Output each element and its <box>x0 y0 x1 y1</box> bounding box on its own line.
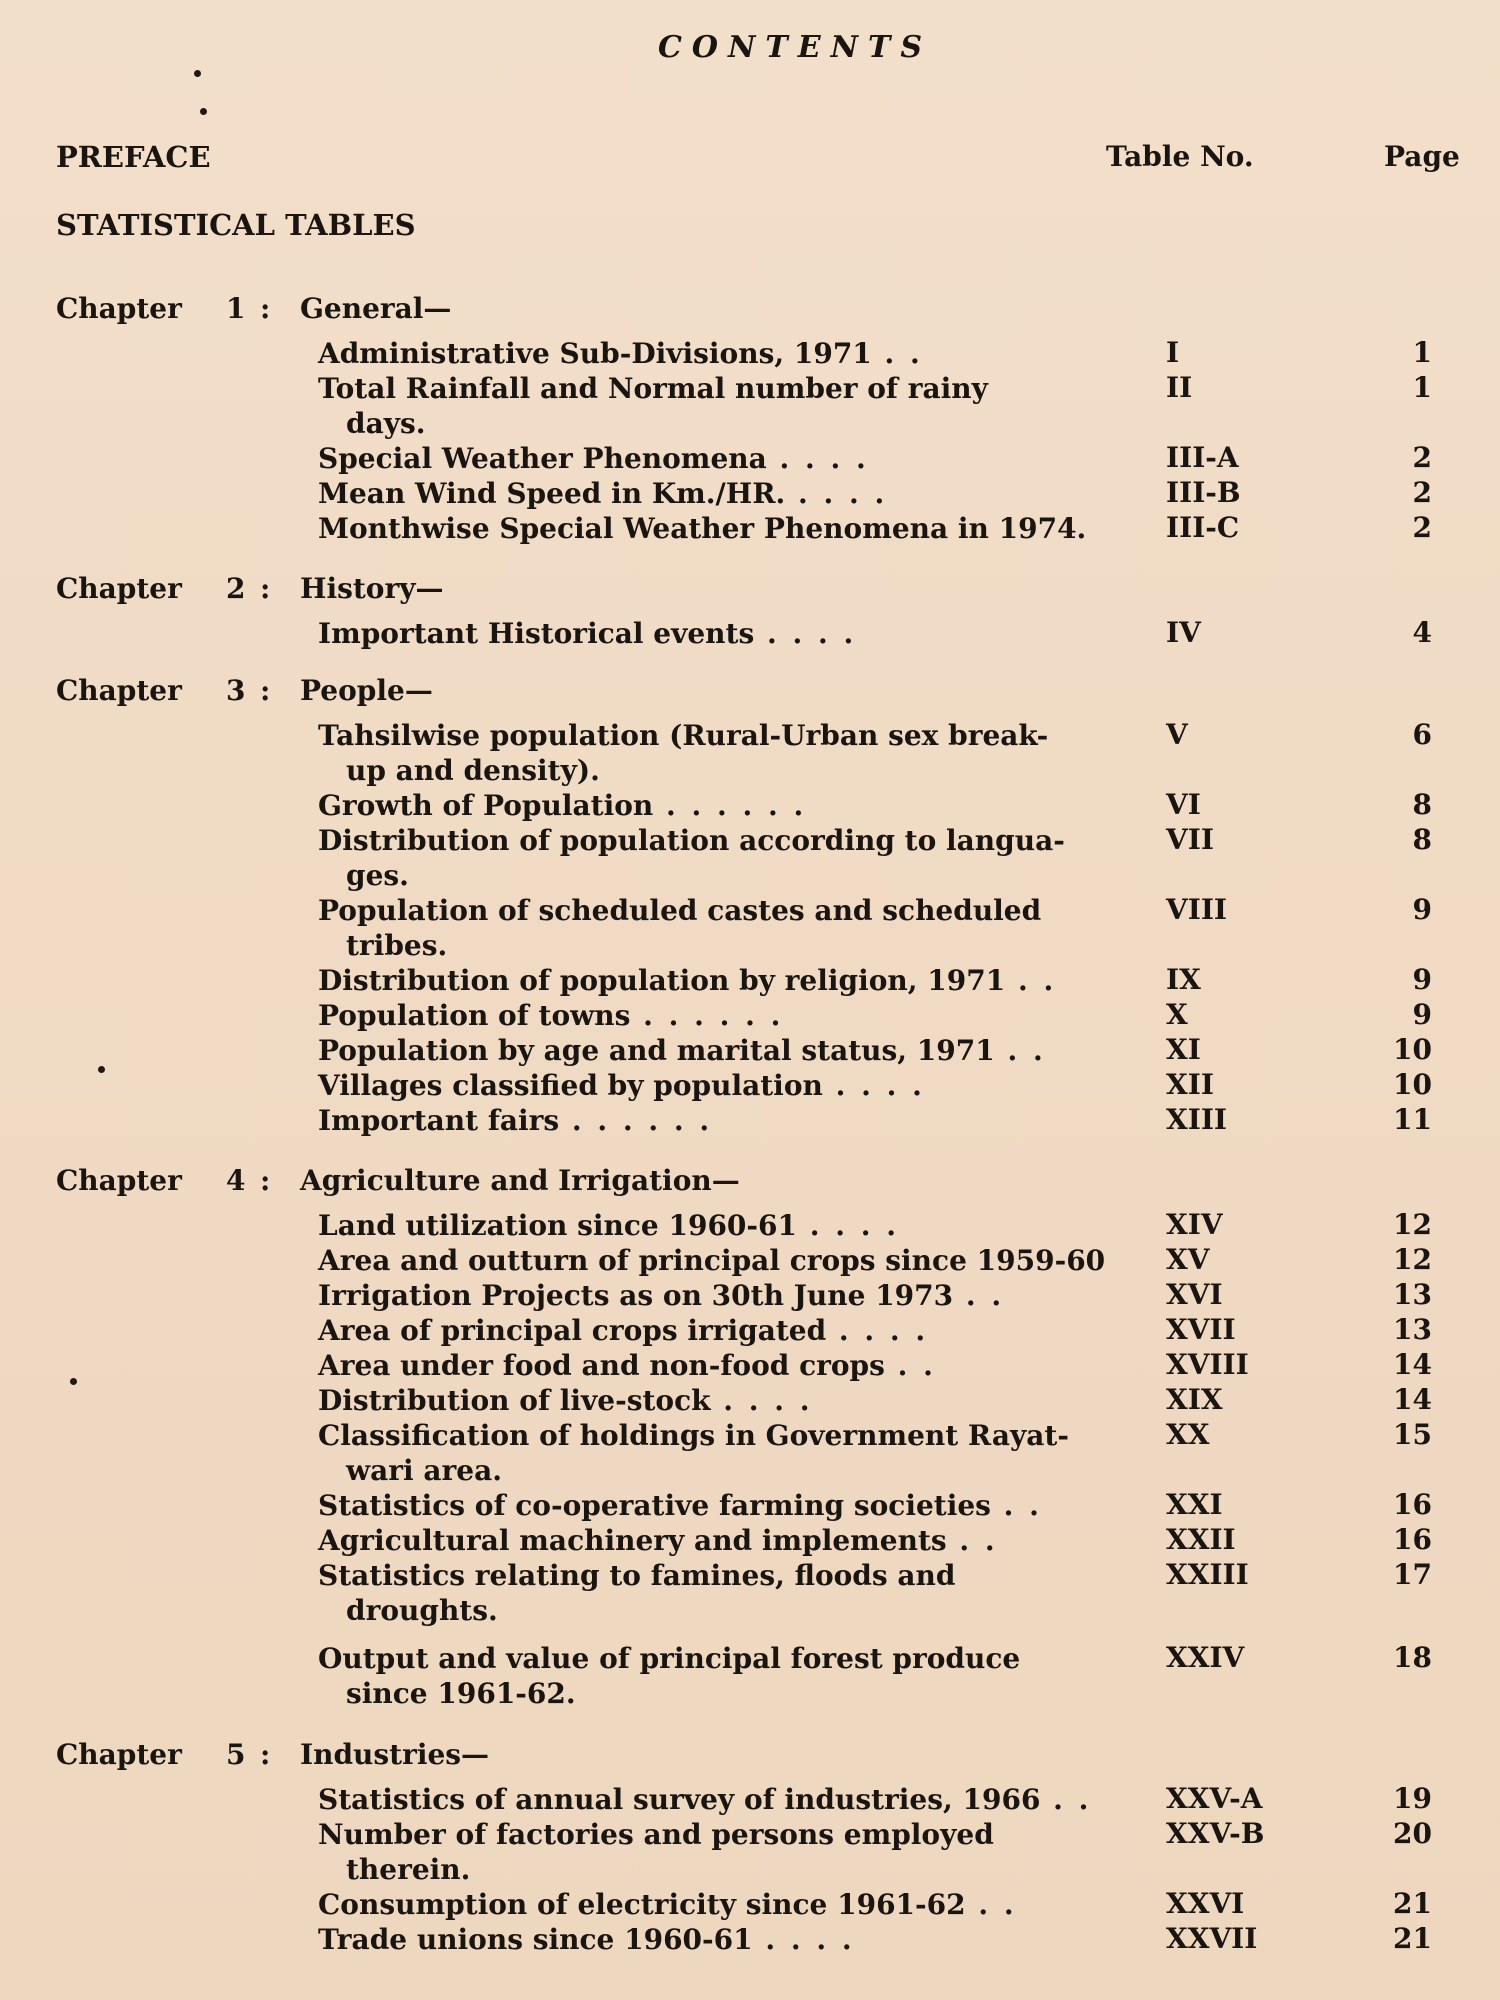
chapter-colon: : <box>260 572 271 605</box>
chapter-label: Chapter <box>56 1738 182 1771</box>
entry-page-number: 12 <box>1393 1208 1432 1241</box>
chapter-number: 5 <box>226 1738 246 1771</box>
entry-page-number: 9 <box>1412 893 1432 926</box>
entry-title: Statistics of co-operative farming societies . . <box>318 1489 1042 1522</box>
entry-page-number: 13 <box>1393 1278 1432 1311</box>
entry-page-number: 21 <box>1393 1922 1432 1955</box>
entry-title: Population by age and marital status, 1971 . . <box>318 1034 1046 1067</box>
entry-page-number: 8 <box>1412 788 1432 821</box>
entry-title: Important Historical events . . . . <box>318 617 857 650</box>
entry-table-number: I <box>1166 336 1180 369</box>
chapter-label: Chapter <box>56 572 182 605</box>
chapter-label: Chapter <box>56 1164 182 1197</box>
entry-table-number: XIII <box>1166 1103 1228 1136</box>
entry-page-number: 13 <box>1393 1313 1432 1346</box>
chapter-label: Chapter <box>56 674 182 707</box>
entry-table-number: X <box>1166 998 1188 1031</box>
ink-speck <box>194 70 201 77</box>
entry-title: Distribution of population by religion, 1971 . . <box>318 964 1057 997</box>
chapter-heading <box>56 674 433 707</box>
entry-title: Important fairs . . . . . . <box>318 1104 713 1137</box>
entry-table-number: XVI <box>1166 1278 1223 1311</box>
chapter-name: General— <box>300 292 452 325</box>
entry-table-number: III-C <box>1166 511 1240 544</box>
entry-table-number: II <box>1166 371 1193 404</box>
chapter-heading <box>56 292 452 325</box>
entry-page-number: 14 <box>1393 1383 1432 1416</box>
entry-title: Consumption of electricity since 1961-62 . . <box>318 1888 1017 1921</box>
entry-table-number: XV <box>1166 1243 1210 1276</box>
entry-title: Area and outturn of principal crops since 1959-60 <box>318 1244 1106 1277</box>
chapter-colon: : <box>260 1164 271 1197</box>
entry-page-number: 15 <box>1393 1418 1432 1451</box>
entry-page-number: 1 <box>1412 336 1432 369</box>
entry-table-number: XX <box>1166 1418 1210 1451</box>
entry-page-number: 21 <box>1393 1887 1432 1920</box>
entry-page-number: 2 <box>1412 511 1432 544</box>
chapter-heading <box>56 572 444 605</box>
entry-page-number: 8 <box>1412 823 1432 856</box>
entry-title: Statistics of annual survey of industries, 1966 . . <box>318 1783 1092 1816</box>
entry-table-number: VII <box>1166 823 1214 856</box>
chapter-colon: : <box>260 292 271 325</box>
entry-page-number: 19 <box>1393 1782 1432 1815</box>
entry-title: Monthwise Special Weather Phenomena in 1974. <box>318 512 1087 545</box>
entry-table-number: XVII <box>1166 1313 1236 1346</box>
entry-title: Mean Wind Speed in Km./HR. . . . . <box>318 477 888 510</box>
chapter-heading <box>56 1738 490 1771</box>
entry-title: Population of scheduled castes and scheduled tribes. <box>318 894 1042 962</box>
entry-title: Distribution of population according to langua- ges. <box>318 824 1065 892</box>
chapter-name: Agriculture and Irrigation— <box>300 1164 740 1197</box>
table-no-column-header: Table No. <box>1106 140 1254 173</box>
entry-page-number: 2 <box>1412 441 1432 474</box>
preface-heading[interactable]: PREFACE <box>56 140 211 174</box>
entry-page-number: 11 <box>1393 1103 1432 1136</box>
chapter-name: People— <box>300 674 433 707</box>
entry-page-number: 14 <box>1393 1348 1432 1381</box>
entry-table-number: XXV-A <box>1166 1782 1263 1815</box>
ink-speck <box>200 108 207 115</box>
chapter-number: 3 <box>226 674 246 707</box>
statistical-tables-heading: STATISTICAL TABLES <box>56 208 416 242</box>
entry-page-number: 6 <box>1412 718 1432 751</box>
entry-title: Statistics relating to famines, floods and droughts. <box>318 1559 956 1627</box>
ink-speck <box>70 1378 77 1385</box>
entry-page-number: 16 <box>1393 1488 1432 1521</box>
entry-table-number: XXII <box>1166 1523 1236 1556</box>
chapter-name: Industries— <box>300 1738 490 1771</box>
entry-table-number: XI <box>1166 1033 1201 1066</box>
entry-page-number: 18 <box>1393 1641 1432 1674</box>
entry-page-number: 10 <box>1393 1033 1432 1066</box>
entry-table-number: XIV <box>1166 1208 1223 1241</box>
entry-title: Number of factories and persons employed therein. <box>318 1818 994 1886</box>
chapter-name: History— <box>300 572 444 605</box>
chapter-number: 4 <box>226 1164 246 1197</box>
entry-title: Area under food and non-food crops . . <box>318 1349 936 1382</box>
entry-title: Growth of Population . . . . . . <box>318 789 807 822</box>
chapter-label: Chapter <box>56 292 182 325</box>
entry-table-number: XXVII <box>1166 1922 1258 1955</box>
entry-table-number: XII <box>1166 1068 1214 1101</box>
entry-title: Agricultural machinery and implements . . <box>318 1524 998 1557</box>
entry-page-number: 9 <box>1412 998 1432 1031</box>
entry-page-number: 17 <box>1393 1558 1432 1591</box>
entry-title: Special Weather Phenomena . . . . <box>318 442 869 475</box>
entry-table-number: XVIII <box>1166 1348 1249 1381</box>
entry-table-number: XXIV <box>1166 1641 1245 1674</box>
entry-title: Area of principal crops irrigated . . . . <box>318 1314 929 1347</box>
entry-table-number: V <box>1166 718 1188 751</box>
entry-table-number: XIX <box>1166 1383 1223 1416</box>
entry-page-number: 12 <box>1393 1243 1432 1276</box>
entry-title: Output and value of principal forest produce since 1961-62. <box>318 1642 1021 1710</box>
entry-title: Administrative Sub-Divisions, 1971 . . <box>318 337 923 370</box>
entry-title: Population of towns . . . . . . <box>318 999 784 1032</box>
chapter-number: 1 <box>226 292 246 325</box>
entry-page-number: 20 <box>1393 1817 1432 1850</box>
page-title: CONTENTS <box>657 30 933 65</box>
page-column-header: Page <box>1384 140 1460 173</box>
entry-table-number: IX <box>1166 963 1201 996</box>
entry-table-number: III-B <box>1166 476 1241 509</box>
entry-title: Classification of holdings in Government Rayat- wari area. <box>318 1419 1069 1487</box>
entry-table-number: III-A <box>1166 441 1239 474</box>
entry-page-number: 10 <box>1393 1068 1432 1101</box>
chapter-number: 2 <box>226 572 246 605</box>
entry-page-number: 2 <box>1412 476 1432 509</box>
entry-page-number: 1 <box>1412 371 1432 404</box>
entry-page-number: 9 <box>1412 963 1432 996</box>
entry-title: Land utilization since 1960-61 . . . . <box>318 1209 899 1242</box>
chapter-colon: : <box>260 1738 271 1771</box>
entry-table-number: IV <box>1166 616 1201 649</box>
entry-title: Total Rainfall and Normal number of rainy days. <box>318 372 988 440</box>
entry-table-number: VI <box>1166 788 1201 821</box>
entry-table-number: XXVI <box>1166 1887 1245 1920</box>
entry-title: Villages classified by population . . . . <box>318 1069 925 1102</box>
entry-table-number: XXIII <box>1166 1558 1249 1591</box>
entry-title: Irrigation Projects as on 30th June 1973 . . <box>318 1279 1005 1312</box>
entry-table-number: VIII <box>1166 893 1228 926</box>
entry-table-number: XXI <box>1166 1488 1223 1521</box>
entry-table-number: XXV-B <box>1166 1817 1265 1850</box>
entry-title: Trade unions since 1960-61 . . . . <box>318 1923 855 1956</box>
entry-page-number: 4 <box>1412 616 1432 649</box>
chapter-colon: : <box>260 674 271 707</box>
ink-speck <box>98 1066 105 1073</box>
entry-title: Distribution of live-stock . . . . <box>318 1384 813 1417</box>
chapter-heading <box>56 1164 740 1197</box>
entry-title: Tahsilwise population (Rural-Urban sex break- up and density). <box>318 719 1049 787</box>
entry-page-number: 16 <box>1393 1523 1432 1556</box>
